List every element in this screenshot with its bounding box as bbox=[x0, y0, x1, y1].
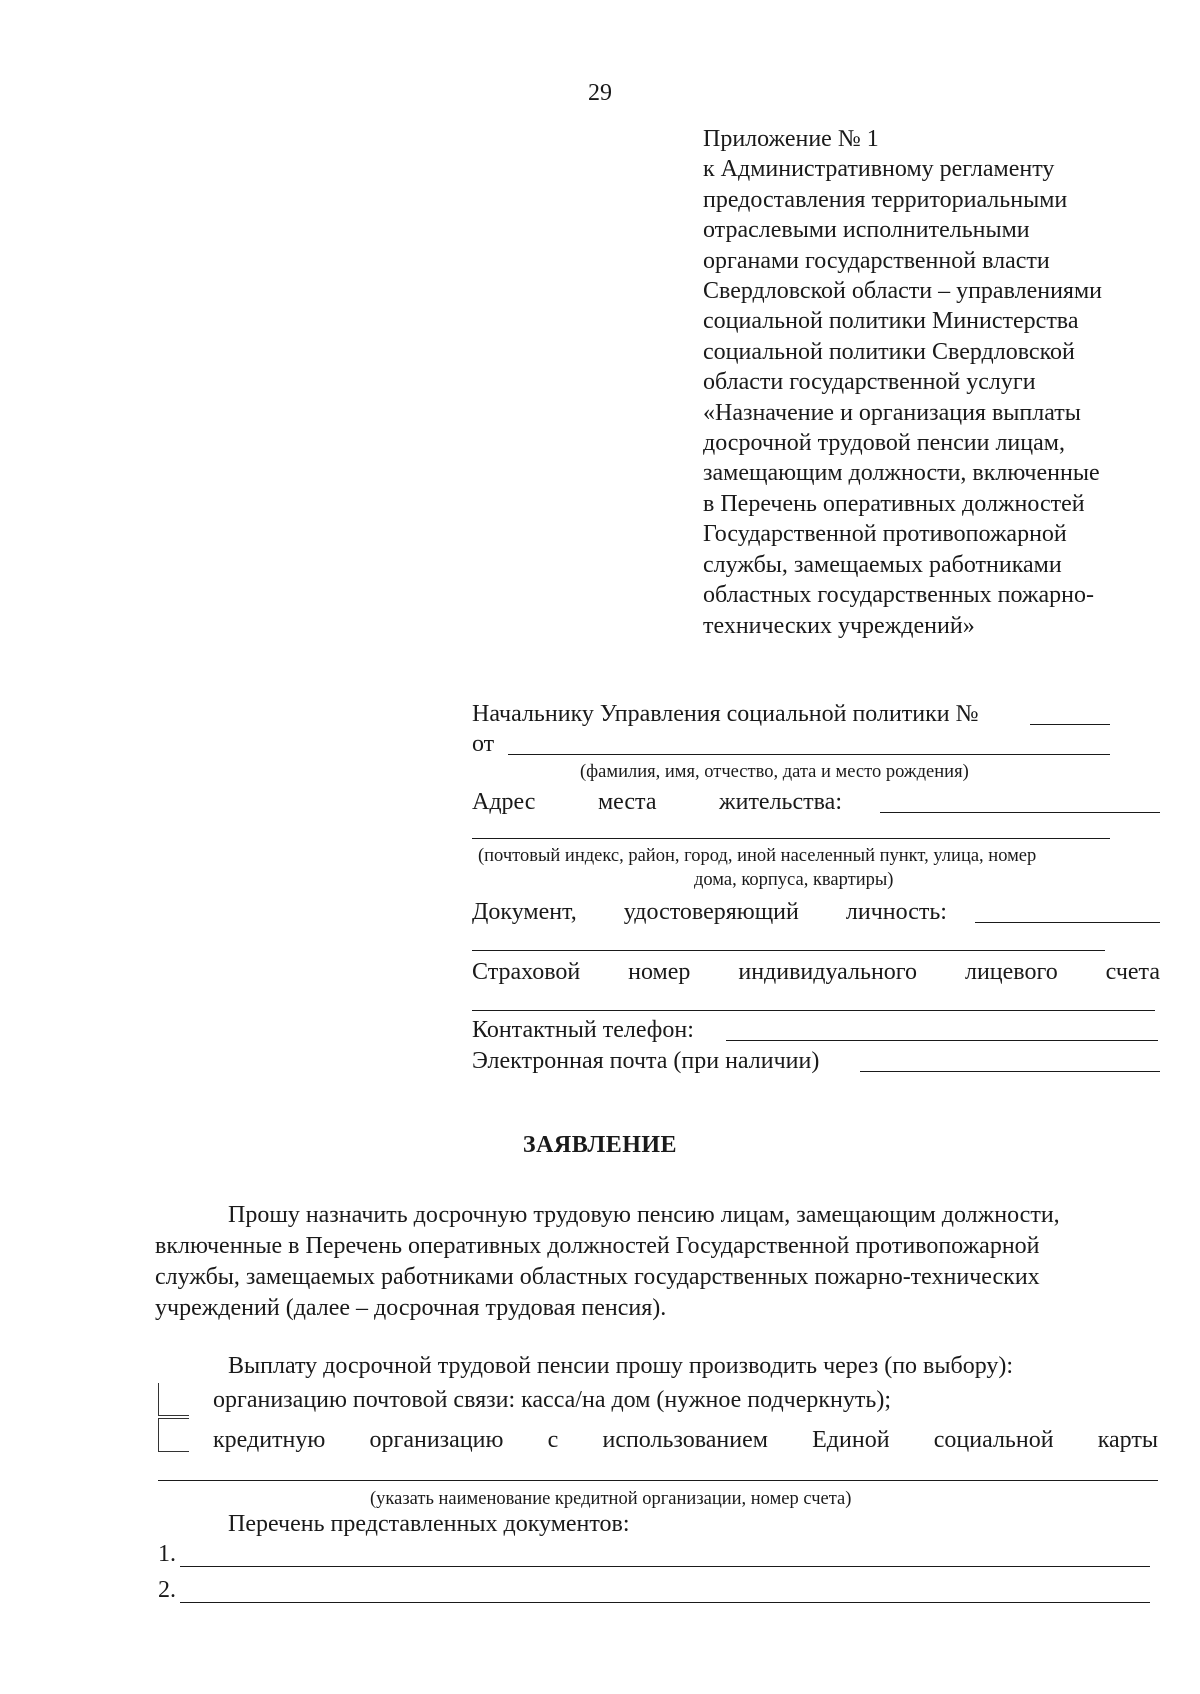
bank-option-word: использованием bbox=[602, 1427, 768, 1453]
bank-option-label bbox=[213, 1426, 1158, 1454]
snils-word: счета bbox=[1105, 959, 1160, 985]
address-word: Адрес bbox=[472, 789, 536, 815]
address-field[interactable] bbox=[880, 812, 1160, 813]
email-field[interactable] bbox=[860, 1071, 1160, 1072]
paragraph-line-text: учреждений (далее – досрочная трудовая пенсия). bbox=[155, 1295, 667, 1321]
paragraph-line-text: включенные в Перечень оперативных должностей Государственной противопожарной bbox=[155, 1233, 1040, 1259]
appendix-line: «Назначение и организация выплаты bbox=[703, 399, 1081, 426]
address-field-line-2[interactable] bbox=[472, 838, 1110, 839]
document-2-field[interactable] bbox=[180, 1602, 1150, 1603]
postal-option-label: организацию почтовой связи: касса/на дом (нужное подчеркнуть); bbox=[213, 1387, 891, 1413]
bank-option-word: организацию bbox=[369, 1427, 504, 1453]
appendix-line: Приложение № 1 bbox=[703, 126, 879, 152]
address-word: места bbox=[597, 789, 657, 815]
snils-word: Страховой bbox=[472, 959, 581, 985]
appendix-line: в Перечень оперативных должностей bbox=[703, 490, 1085, 517]
appendix-line: замещающим должности, включенные bbox=[703, 460, 1100, 487]
paragraph-line bbox=[155, 1293, 1155, 1324]
paragraph-line-text: Прошу назначить досрочную трудовую пенсию лицам, замещающим должности, bbox=[228, 1202, 1060, 1228]
email-label: Электронная почта (при наличии) bbox=[472, 1048, 820, 1074]
documents-label: Перечень представленных документов: bbox=[228, 1511, 630, 1537]
appendix-line: области государственной услуги bbox=[703, 369, 1036, 396]
snils-field[interactable] bbox=[472, 1010, 1155, 1011]
phone-field[interactable] bbox=[726, 1040, 1158, 1041]
paragraph-line bbox=[155, 1200, 1155, 1231]
appendix-line: областных государственных пожарно- bbox=[703, 582, 1094, 609]
appendix-line: отраслевыми исполнительными bbox=[703, 217, 1030, 244]
appendix-line: досрочной трудовой пенсии лицам, bbox=[703, 430, 1065, 457]
appendix-line: социальной политики Свердловской bbox=[703, 338, 1075, 365]
document-number: 2. bbox=[158, 1577, 176, 1603]
statement-title: ЗАЯВЛЕНИЕ bbox=[522, 1132, 678, 1158]
document-1-field[interactable] bbox=[180, 1566, 1150, 1567]
id-document-label bbox=[472, 898, 947, 926]
snils-label bbox=[472, 958, 1160, 986]
address-hint-continued: дома, корпуса, квартиры) bbox=[694, 870, 894, 890]
snils-word: лицевого bbox=[964, 959, 1058, 985]
address-label bbox=[472, 788, 842, 816]
statement-paragraph bbox=[155, 1200, 1155, 1324]
appendix-block bbox=[703, 124, 1173, 641]
from-label: от bbox=[472, 731, 495, 757]
address-hint: (почтовый индекс, район, город, иной населенный пункт, улица, номер bbox=[478, 846, 1037, 866]
postal-option-checkbox[interactable] bbox=[158, 1383, 189, 1416]
page-number: 29 bbox=[588, 80, 612, 106]
document-number: 1. bbox=[158, 1541, 176, 1567]
id-document-field[interactable] bbox=[975, 922, 1160, 923]
bank-details-hint: (указать наименование кредитной организации, номер счета) bbox=[370, 1489, 852, 1509]
id-document-field-line-2[interactable] bbox=[472, 950, 1105, 951]
bank-option-word: Единой bbox=[812, 1427, 890, 1453]
id-document-word: Документ, bbox=[472, 899, 577, 925]
phone-label: Контактный телефон: bbox=[472, 1017, 694, 1043]
bank-option-checkbox[interactable] bbox=[158, 1418, 189, 1452]
paragraph-line bbox=[155, 1231, 1155, 1262]
addressee-label: Начальнику Управления социальной политики № bbox=[472, 701, 979, 727]
id-document-word: личность: bbox=[845, 899, 947, 925]
id-document-word: удостоверяющий bbox=[623, 899, 799, 925]
bank-details-field[interactable] bbox=[158, 1480, 1158, 1481]
bank-option-word: с bbox=[547, 1427, 559, 1453]
bank-option-word: карты bbox=[1097, 1427, 1158, 1453]
bank-option-word: социальной bbox=[933, 1427, 1054, 1453]
department-number-field[interactable] bbox=[1030, 724, 1110, 725]
appendix-line: службы, замещаемых работниками bbox=[703, 551, 1062, 578]
snils-word: номер bbox=[628, 959, 691, 985]
appendix-line: социальной политики Министерства bbox=[703, 308, 1079, 335]
applicant-name-field[interactable] bbox=[508, 754, 1110, 755]
payment-intro: Выплату досрочной трудовой пенсии прошу производить через (по выбору): bbox=[228, 1353, 1014, 1379]
bank-option-word: кредитную bbox=[213, 1427, 326, 1453]
applicant-name-hint: (фамилия, имя, отчество, дата и место рождения) bbox=[580, 762, 969, 782]
appendix-line: Государственной противопожарной bbox=[703, 521, 1067, 548]
appendix-line: к Административному регламенту bbox=[703, 156, 1055, 183]
paragraph-line-text: службы, замещаемых работниками областных государственных пожарно-технических bbox=[155, 1264, 1040, 1290]
appendix-line: предоставления территориальными bbox=[703, 186, 1068, 213]
appendix-line: Свердловской области – управлениями bbox=[703, 278, 1102, 305]
appendix-line: технических учреждений» bbox=[703, 612, 975, 639]
snils-word: индивидуального bbox=[738, 959, 918, 985]
appendix-line: органами государственной власти bbox=[703, 247, 1050, 274]
paragraph-line bbox=[155, 1262, 1155, 1293]
address-word: жительства: bbox=[719, 789, 842, 815]
